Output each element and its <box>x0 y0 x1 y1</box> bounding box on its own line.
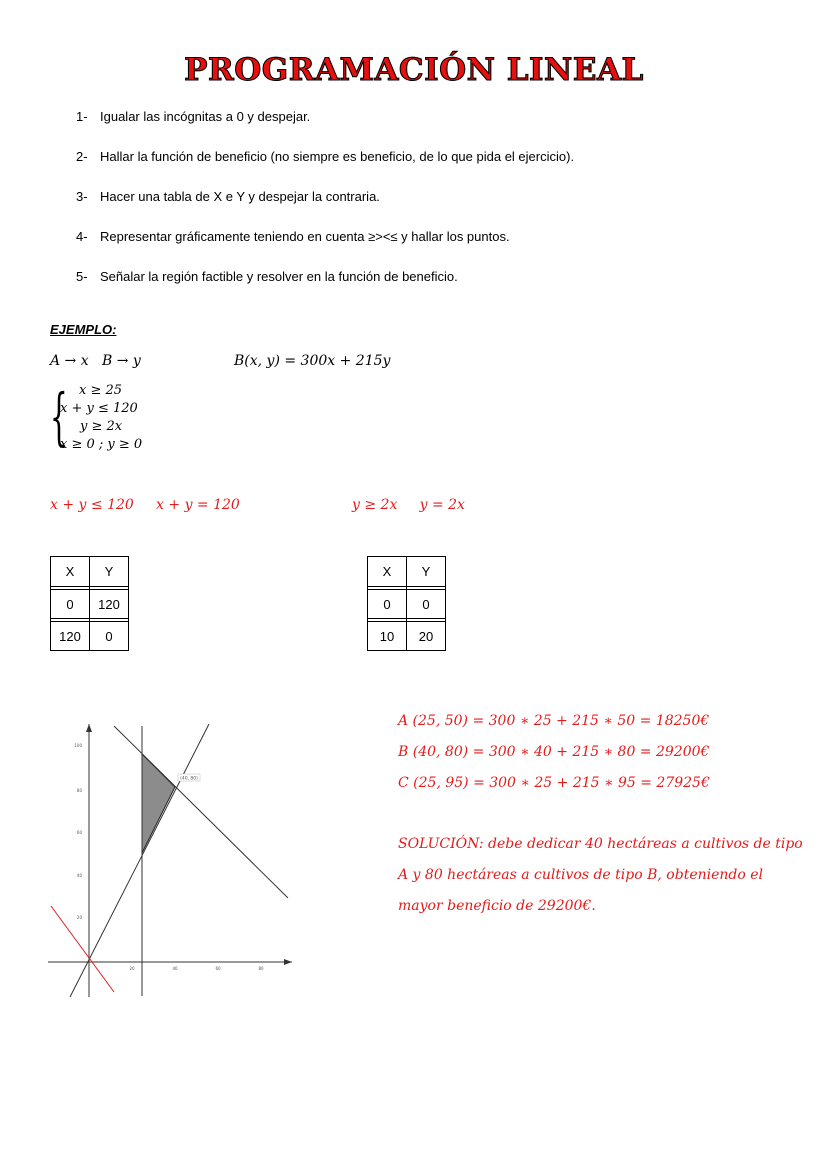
feasible-region <box>142 754 175 853</box>
result-line: C (25, 95) = 300 ∗ 25 + 215 ∗ 95 = 27925€ <box>398 775 710 791</box>
example-label: EJEMPLO: <box>50 322 117 337</box>
step-item <box>76 188 574 228</box>
table-row <box>51 590 129 619</box>
y-tick-label: 20 <box>76 915 82 920</box>
line-x-plus-y-eq-120 <box>114 726 288 898</box>
step-number: 1- <box>76 109 88 124</box>
table-row <box>368 590 446 619</box>
step-text: Representar gráficamente teniendo en cuenta ≥><≤ y hallar los puntos. <box>100 229 510 244</box>
step-number: 2- <box>76 149 88 164</box>
table-cell: 0 <box>51 590 90 619</box>
line-y-eq-2x <box>70 724 209 997</box>
x-axis-arrow <box>284 959 292 965</box>
x-tick-label: 80 <box>258 966 264 971</box>
step-text: Igualar las incógnitas a 0 y despejar. <box>100 109 311 124</box>
benefit-function: B(x, y) = 300x + 215y <box>234 353 391 369</box>
y-tick-label: 100 <box>74 743 82 748</box>
constraint-row: y ≥ 2x <box>80 419 123 434</box>
point-label: (40, 80) <box>180 776 198 782</box>
result-line: A (25, 50) = 300 ∗ 25 + 215 ∗ 50 = 18250€ <box>398 713 710 729</box>
table-cell: 20 <box>407 622 446 651</box>
table-header: Y <box>90 557 129 587</box>
x-tick-label: 60 <box>215 966 221 971</box>
curly-brace: { <box>50 380 68 453</box>
table-cell: 0 <box>90 622 129 651</box>
table-cell: 0 <box>407 590 446 619</box>
values-table-2 <box>367 556 446 651</box>
constraint-system <box>50 382 160 456</box>
steps-list <box>76 108 574 308</box>
table-cell: 120 <box>51 622 90 651</box>
step-text: Hallar la función de beneficio (no siempre es beneficio, de lo que pida el ejercicio). <box>100 149 575 164</box>
table-cell: 120 <box>90 590 129 619</box>
solution-block <box>398 833 808 926</box>
constraint-row: x ≥ 0 ; y ≥ 0 <box>60 437 143 452</box>
y-tick-label: 80 <box>76 788 82 793</box>
y-axis-arrow <box>86 724 92 732</box>
x-tick-label: 40 <box>172 966 178 971</box>
table-header: X <box>368 557 407 587</box>
y-tick-label: 40 <box>76 873 82 878</box>
page-title: PROGRAMACIÓN LINEAL <box>184 52 644 88</box>
table-row <box>51 622 129 651</box>
y-tick-label: 60 <box>76 830 82 835</box>
step-item <box>76 268 574 308</box>
solution-line: A y 80 hectáreas a cultivos de tipo B, obteniendo el <box>398 867 763 883</box>
variable-mapping: A → x B → y <box>50 353 141 369</box>
table-cell: 10 <box>368 622 407 651</box>
inequality-first: x + y ≤ 120 x + y = 120 <box>50 497 240 513</box>
step-text: Hacer una tabla de X e Y y despejar la contraria. <box>100 189 380 204</box>
table-cell: 0 <box>368 590 407 619</box>
constraint-row: x ≥ 25 <box>79 383 123 398</box>
table-header: X <box>51 557 90 587</box>
solution-line: mayor beneficio de 29200€. <box>398 898 596 914</box>
constraint-row: x + y ≤ 120 <box>60 401 138 416</box>
red-reference-line <box>51 906 114 992</box>
step-item <box>76 148 574 188</box>
inequality-second: y ≥ 2x y = 2x <box>352 497 465 513</box>
table-header: Y <box>407 557 446 587</box>
step-text: Señalar la región factible y resolver en la función de beneficio. <box>100 269 458 284</box>
values-table-1 <box>50 556 129 651</box>
step-number: 4- <box>76 229 88 244</box>
feasible-region-graph <box>42 712 298 1002</box>
x-tick-label: 20 <box>129 966 135 971</box>
results-block <box>398 710 710 803</box>
table-row <box>368 622 446 651</box>
step-number: 3- <box>76 189 88 204</box>
step-item <box>76 108 574 148</box>
solution-line: SOLUCIÓN: debe dedicar 40 hectáreas a cultivos de tipo <box>398 836 803 852</box>
step-number: 5- <box>76 269 88 284</box>
result-line: B (40, 80) = 300 ∗ 40 + 215 ∗ 80 = 29200€ <box>398 744 710 760</box>
step-item <box>76 228 574 268</box>
